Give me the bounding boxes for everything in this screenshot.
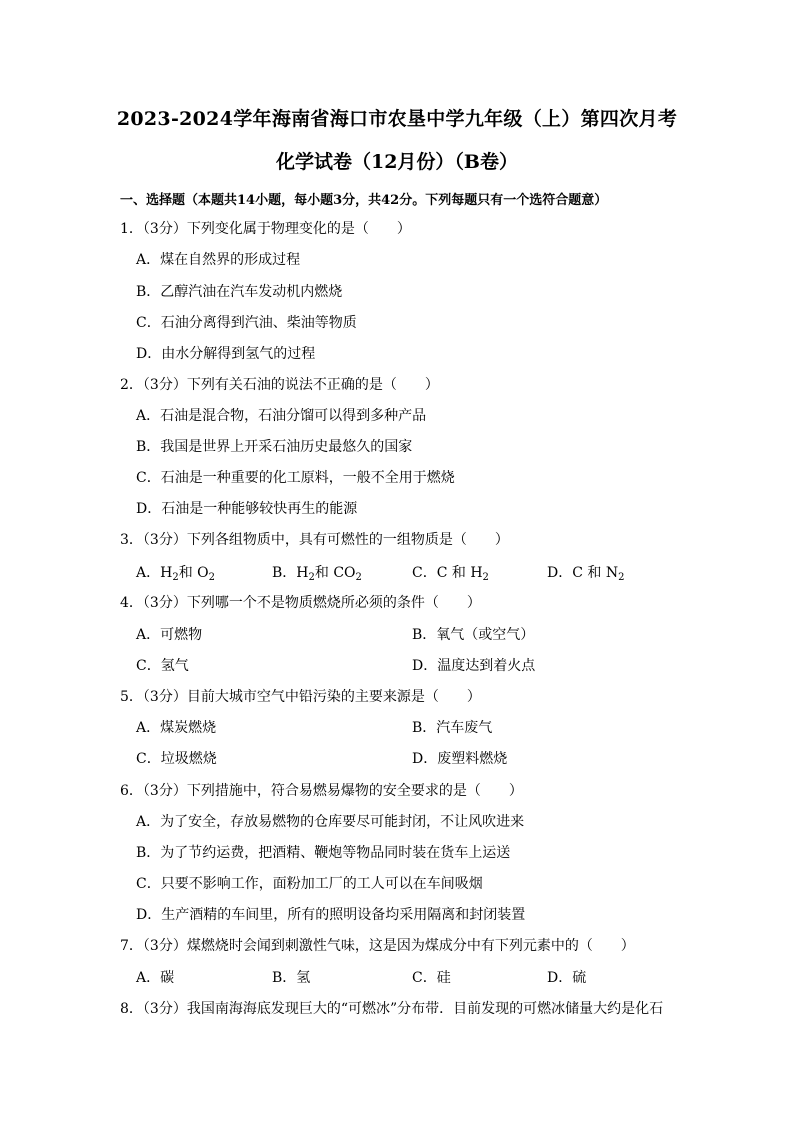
question-6-option-c: C．只要不影响工作，面粉加工厂的工人可以在车间吸烟 <box>136 876 483 892</box>
question-2-option-c: C．石油是一种重要的化工原料，一般不全用于燃烧 <box>136 470 455 486</box>
question-1-option-a: A．煤在自然界的形成过程 <box>136 252 301 268</box>
question-5-option-d: D．废塑料燃烧 <box>412 751 508 767</box>
question-4-stem: 4．（3分）下列哪一个不是物质燃烧所必须的条件（ ） <box>120 595 481 611</box>
question-3-option-c: C．C 和 $H_2$ <box>412 565 489 583</box>
question-7-option-c: C．硅 <box>412 970 451 986</box>
question-4-option-c: C．氢气 <box>136 658 189 674</box>
question-4-option-d: D．温度达到着火点 <box>412 658 536 674</box>
question-1-option-d: D．由水分解得到氢气的过程 <box>136 346 316 362</box>
question-5-option-a: A．煤炭燃烧 <box>136 720 217 736</box>
question-3-option-b: B．$H_2$和 $CO_2$ <box>272 565 362 583</box>
question-7-option-b: B．氢 <box>272 970 311 986</box>
exam-title-line1: 2023-2024学年海南省海口市农垦中学九年级（上）第四次月考 <box>116 108 678 130</box>
question-6-option-a: A．为了安全，存放易燃物的仓库要尽可能封闭，不让风吹进来 <box>136 814 525 830</box>
question-3-option-d: D．C 和 $N_2$ <box>547 565 625 583</box>
question-5-stem: 5．（3分）目前大城市空气中铅污染的主要来源是（ ） <box>120 689 481 705</box>
question-2-option-a: A．石油是混合物，石油分馏可以得到多种产品 <box>136 408 427 424</box>
question-4-option-b: B．氧气（或空气） <box>412 627 535 643</box>
question-4-option-a: A．可燃物 <box>136 627 203 643</box>
question-2-stem: 2．（3分）下列有关石油的说法不正确的是（ ） <box>120 377 439 393</box>
question-2-option-b: B．我国是世界上开采石油历史最悠久的国家 <box>136 439 413 455</box>
question-2-option-d: D．石油是一种能够较快再生的能源 <box>136 501 358 517</box>
question-3-stem: 3．（3分）下列各组物质中，具有可燃性的一组物质是（ ） <box>120 532 509 548</box>
question-7-stem: 7．（3分）煤燃烧时会闻到刺激性气味，这是因为煤成分中有下列元素中的（ ） <box>120 938 635 954</box>
question-1-option-c: C．石油分离得到汽油、柴油等物质 <box>136 315 357 331</box>
question-8-stem: 8．（3分）我国南海海底发现巨大的“可燃冰”分布带．目前发现的可燃冰储量大约是化石 <box>120 1001 664 1017</box>
question-5-option-b: B．汽车废气 <box>412 720 493 736</box>
question-5-option-c: C．垃圾燃烧 <box>136 751 217 767</box>
question-3-option-a: A．$H_2$和 $O_2$ <box>136 565 216 583</box>
question-6-option-b: B．为了节约运费，把酒精、鞭炮等物品同时装在货车上运送 <box>136 845 511 861</box>
exam-title-line2: 化学试卷（12月份）（B卷） <box>275 151 518 173</box>
question-1-stem: 1．（3分）下列变化属于物理变化的是（ ） <box>120 221 411 237</box>
question-7-option-d: D．硫 <box>547 970 587 986</box>
question-1-option-b: B．乙醇汽油在汽车发动机内燃烧 <box>136 284 343 300</box>
section-heading: 一、选择题（本题共14小题，每小题3分，共42分。下列每题只有一个选符合题意） <box>120 193 608 208</box>
question-6-option-d: D．生产酒精的车间里，所有的照明设备均采用隔离和封闭装置 <box>136 907 526 923</box>
question-6-stem: 6．（3分）下列措施中，符合易燃易爆物的安全要求的是（ ） <box>120 783 523 799</box>
question-7-option-a: A．碳 <box>136 970 175 986</box>
